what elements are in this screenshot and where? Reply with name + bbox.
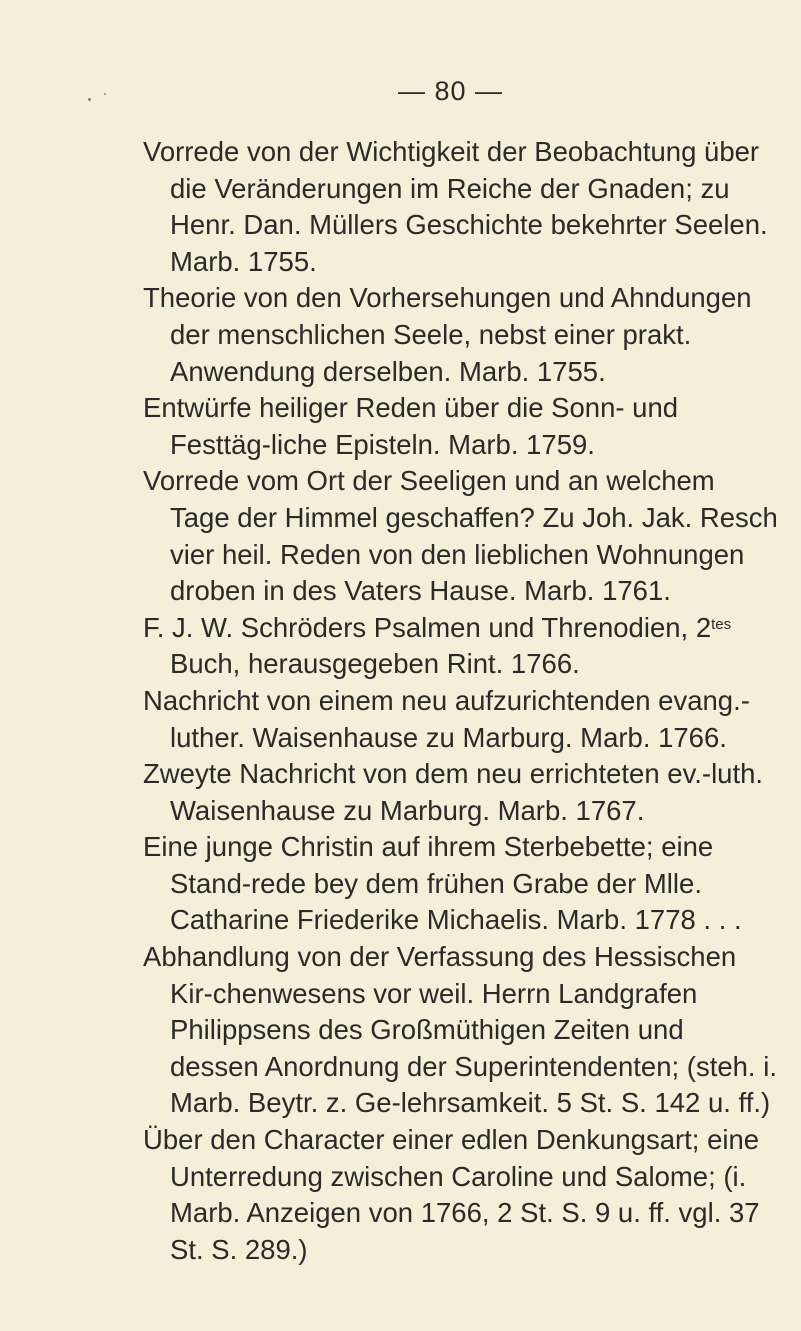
bibliography-entry: Zweyte Nachricht von dem neu errichteten ev.-luth. Waisenhause zu Marburg. Marb. 1767. <box>143 758 764 826</box>
bibliography-entry: Über den Character einer edlen Denkungsart; eine Unterredung zwischen Caroline und Salome; (i. Marb. Anzeigen von 1766, 2 St. S. 9 u. ff. vgl. 37 St. S. 289.) <box>143 1124 760 1265</box>
bibliography-entry: Theorie von den Vorhersehungen und Ahndungen der menschlichen Seele, nebst einer prakt. Anwendung derselben. Marb. 1755. <box>143 282 752 387</box>
bibliography-entry: Vorrede vom Ort der Seeligen und an welchem Tage der Himmel geschaffen? Zu Joh. Jak. Resch vier heil. Reden von den lieblichen Wohnungen droben in des Vaters Hause. Marb. 1761. <box>143 465 778 607</box>
bibliography-entry <box>143 610 779 683</box>
entry-text: Buch, herausgegeben Rint. 1766. <box>170 648 580 680</box>
entry-text: F. J. W. Schröders Psalmen und Threnodien, 2 <box>143 611 712 643</box>
bibliography-entry: Entwürfe heiliger Reden über die Sonn- und Festtäg-liche Episteln. Marb. 1759. <box>143 392 679 460</box>
bibliography-entry: Vorrede von der Wichtigkeit der Beobachtung über die Veränderungen im Reiche der Gnaden; zu Henr. Dan. Müllers Geschichte bekehrter Seelen. Marb. 1755. <box>143 136 768 277</box>
bibliography-list <box>143 134 779 1268</box>
ordinal-suffix: tes <box>711 615 732 633</box>
bibliography-entry: Nachricht von einem neu aufzurichtenden evang.-luther. Waisenhause zu Marburg. Marb. 1766. <box>143 684 750 753</box>
page-number: — 80 — <box>397 76 504 106</box>
bibliography-entry: Eine junge Christin auf ihrem Sterbebette; eine Stand-rede bey dem frühen Grabe der Mlle. Catharine Friederike Michaelis. Marb. 1778 . . . <box>143 831 742 936</box>
bibliography-entry: Abhandlung von der Verfassung des Hessischen Kir-chenwesens vor weil. Herrn Landgrafen Philippsens des Großmüthigen Zeiten und dessen Anordnung der Superintendenten; (steh. i. Marb. Beytr. z. Ge-lehrsamkeit. 5 St. S. 142 u. ff.) <box>143 941 777 1119</box>
